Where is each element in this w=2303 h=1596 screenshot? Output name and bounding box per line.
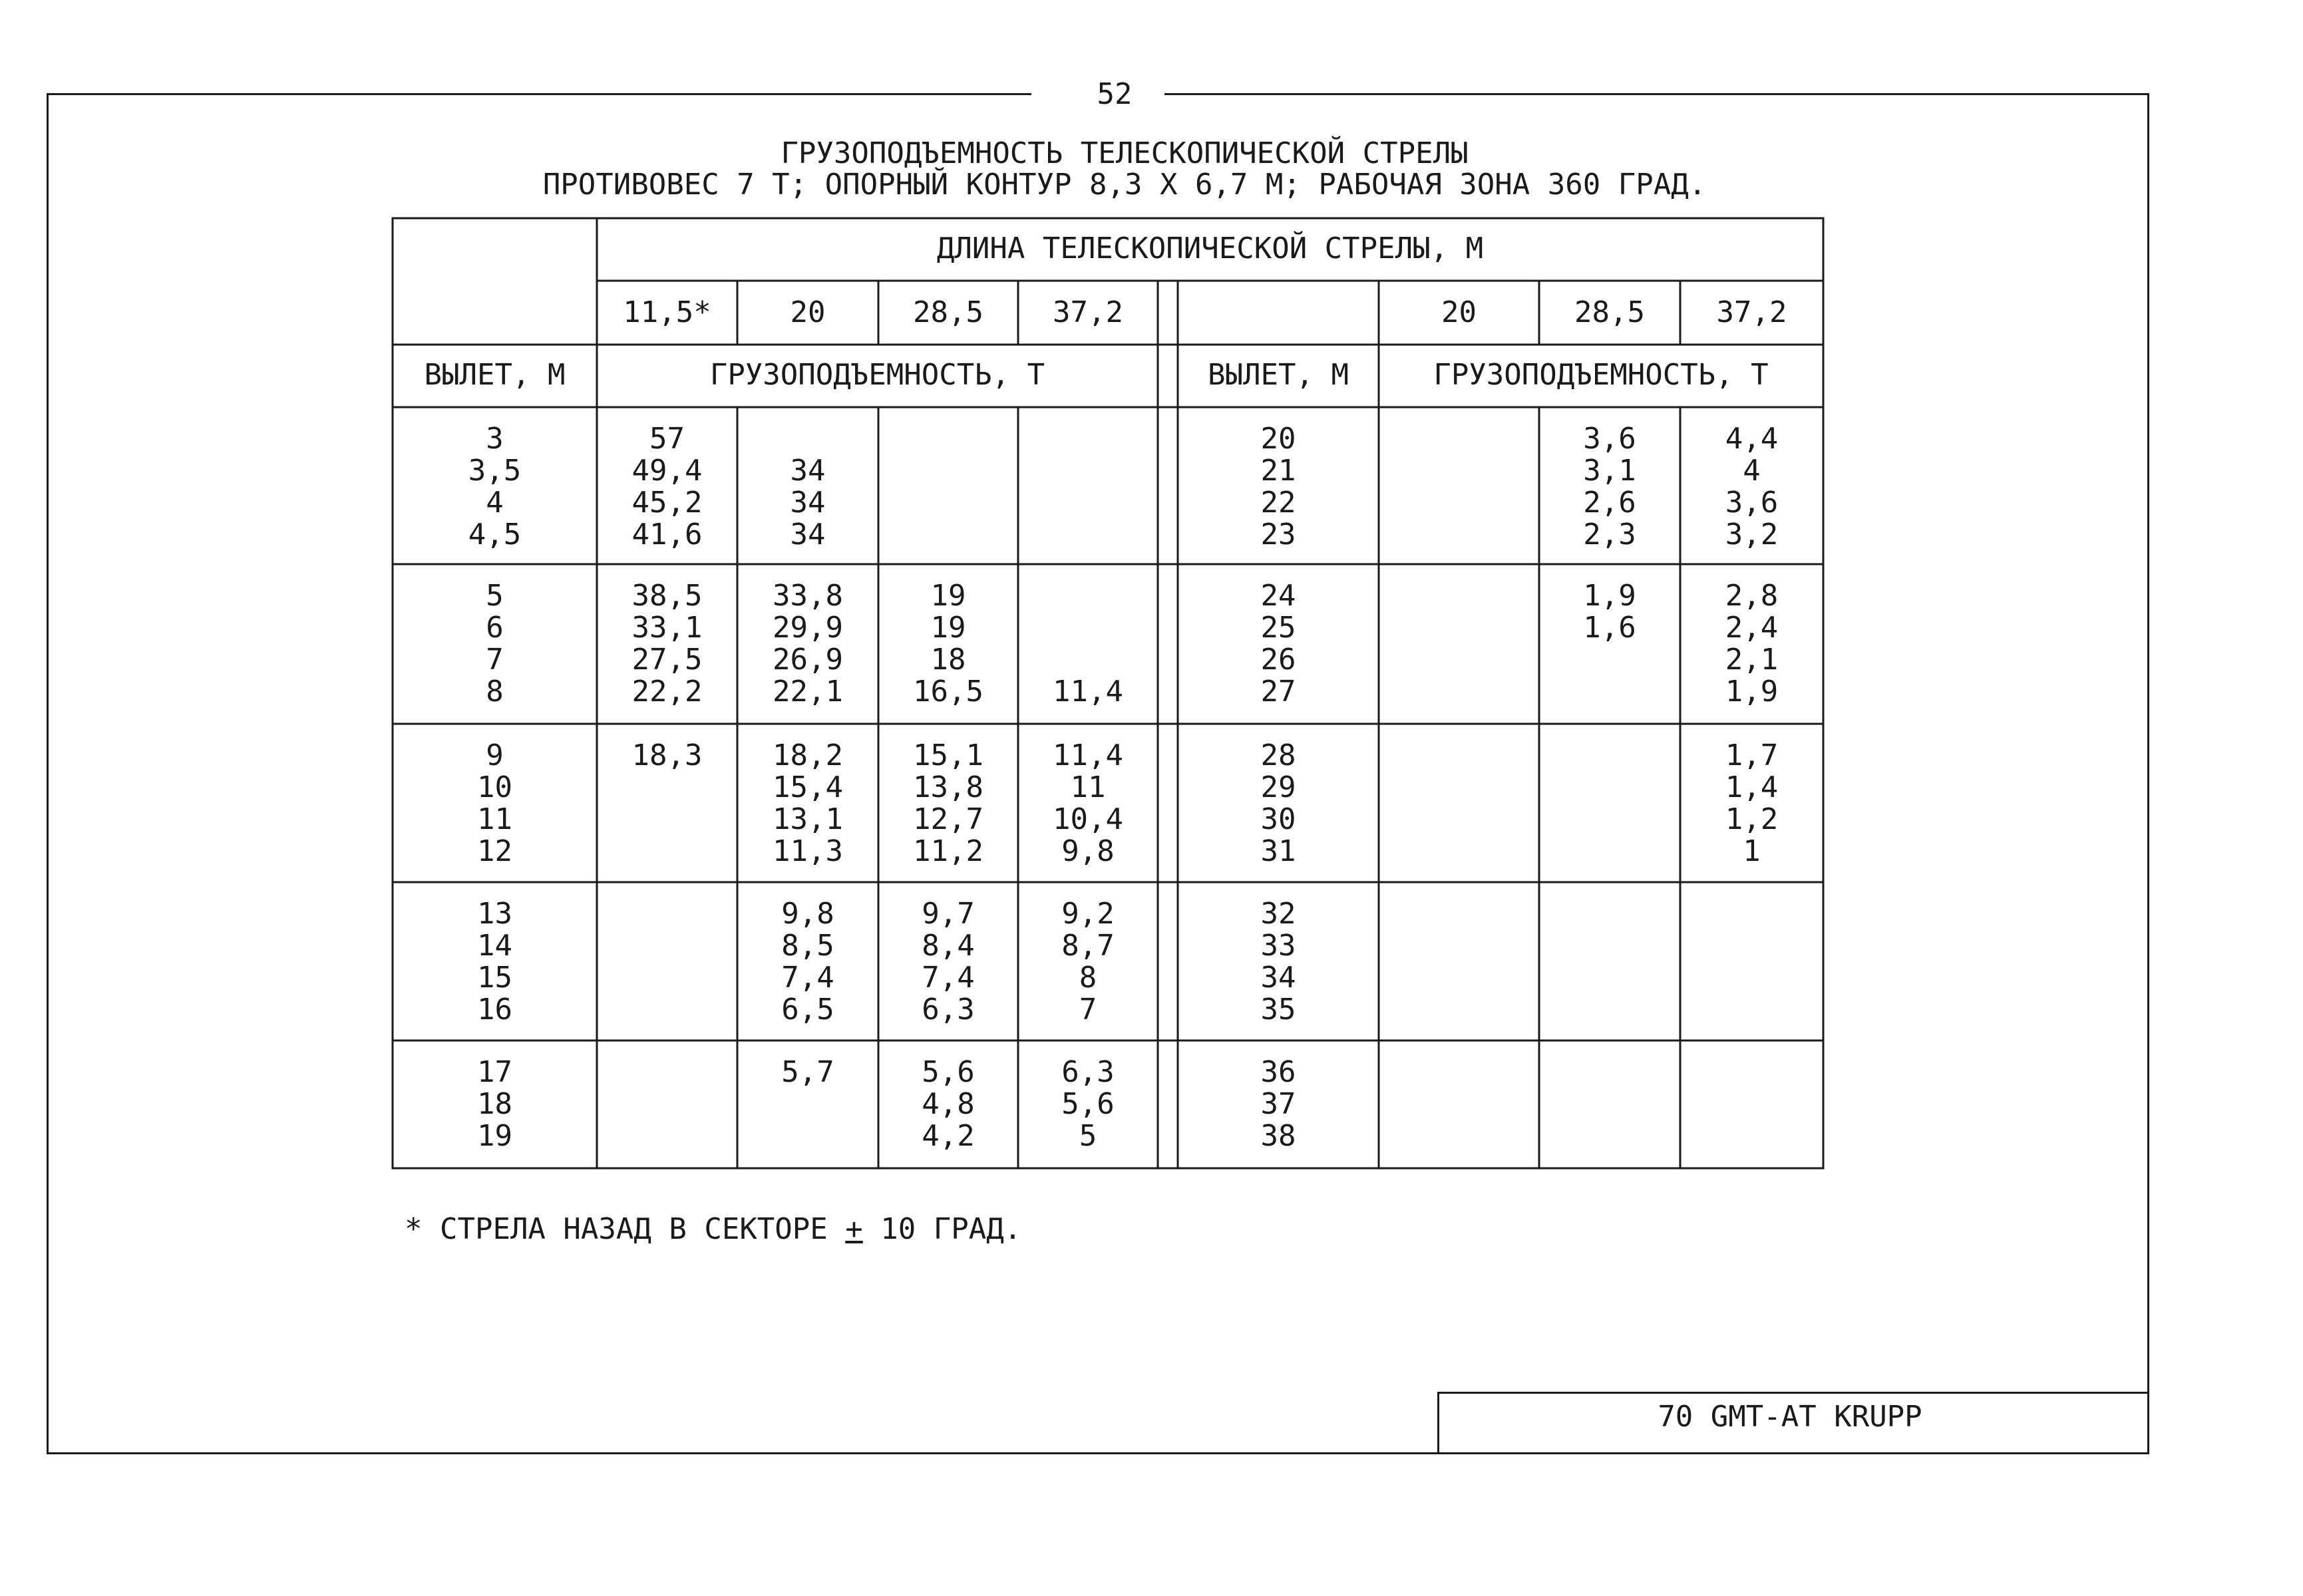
left-capacity-37-2-cell: 9,8 [1061,834,1115,868]
left-capacity-28-5-cell: 12,7 [913,802,983,836]
right-capacity-37-2-cell: 4 [1743,454,1761,488]
left-capacity-20-cell: 34 [790,454,826,488]
right-radius-cell: 29 [1260,770,1296,804]
right-capacity-37-2-cell: 1,7 [1725,738,1779,772]
page-title: ГРУЗОПОДЪЕМНОСТЬ ТЕЛЕСКОПИЧЕСКОЙ СТРЕЛЫ [781,136,1469,170]
right-capacity-37-2-cell: 2,8 [1725,579,1779,613]
left-radius-cell: 3 [486,422,504,456]
left-radius-cell: 5 [486,579,504,613]
left-capacity-20-cell: 29,9 [773,611,843,645]
right-radius-cell: 30 [1260,802,1296,836]
left-capacity-28-5-cell: 18 [930,643,966,677]
right-radius-cell: 26 [1260,643,1296,677]
left-radius-cell: 3,5 [468,454,522,488]
right-length-1: 20 [1441,295,1477,329]
left-capacity-28-5-cell: 13,8 [913,770,983,804]
right-capacity-37-2-cell: 1 [1743,834,1761,868]
model-name: 70 GMT-AT KRUPP [1658,1400,1922,1434]
left-radius-cell: 4 [486,486,504,520]
right-length-3: 37,2 [1716,295,1787,329]
left-capacity-20-cell: 7,4 [781,961,834,995]
left-capacity-20-cell: 13,1 [773,802,843,836]
right-radius-cell: 21 [1260,454,1296,488]
page-subtitle: ПРОТИВОВЕС 7 Т; ОПОРНЫЙ КОНТУР 8,3 Х 6,7 М; РАБОЧАЯ ЗОНА 360 ГРАД. [542,168,1707,202]
left-capacity-20-cell: 8,5 [781,929,834,963]
right-capacity-37-2-cell: 1,9 [1725,675,1779,709]
left-capacity-28-5-cell: 19 [930,579,966,613]
right-capacity-28-5-cell: 2,3 [1583,518,1636,552]
left-capacity-20-cell: 26,9 [773,643,843,677]
left-capacity-20-cell: 9,8 [781,897,834,931]
right-capacity-37-2-cell: 4,4 [1725,422,1779,456]
left-capacity-11-5-cell: 57 [649,422,685,456]
left-capacity-20-cell: 5,7 [781,1055,834,1089]
left-capacity-37-2-cell: 5 [1079,1119,1097,1153]
left-length-3: 28,5 [913,295,983,329]
left-capacity-37-2-cell: 6,3 [1061,1055,1115,1089]
plus-minus-sign: + [845,1212,863,1246]
left-radius-cell: 10 [477,770,512,804]
right-length-2: 28,5 [1574,295,1645,329]
right-radius-header: ВЫЛЕТ, М [1208,358,1349,392]
left-capacity-20-cell: 11,3 [773,834,843,868]
right-radius-cell: 27 [1260,675,1296,709]
left-capacity-11-5-cell: 33,1 [631,611,703,645]
right-capacity-28-5-cell: 3,1 [1583,454,1636,488]
right-capacity-28-5-cell: 3,6 [1583,422,1636,456]
right-capacity-37-2-cell: 3,2 [1725,518,1779,552]
left-capacity-header: ГРУЗОПОДЪЕМНОСТЬ, Т [709,358,1045,392]
right-radius-cell: 34 [1260,961,1296,995]
right-radius-cell: 38 [1260,1119,1296,1153]
footnote-text-before: * СТРЕЛА НАЗАД В СЕКТОРЕ [405,1212,846,1246]
right-capacity-28-5-cell: 2,6 [1583,486,1636,520]
right-radius-cell: 36 [1260,1055,1296,1089]
right-radius-cell: 22 [1260,486,1296,520]
left-capacity-28-5-cell: 6,3 [922,993,975,1027]
left-capacity-37-2-cell: 7 [1079,993,1097,1027]
left-radius-cell: 11 [477,802,512,836]
left-capacity-11-5-cell: 22,2 [631,675,703,709]
right-radius-cell: 33 [1260,929,1296,963]
left-radius-cell: 4,5 [468,518,522,552]
left-length-1: 11,5* [623,295,711,329]
left-capacity-28-5-cell: 4,2 [922,1119,975,1153]
left-radius-cell: 8 [486,675,504,709]
left-radius-cell: 17 [477,1055,512,1089]
right-capacity-37-2-cell: 1,2 [1725,802,1779,836]
left-radius-cell: 13 [477,897,512,931]
left-capacity-28-5-cell: 19 [930,611,966,645]
footnote-text-after: 10 ГРАД. [862,1212,1022,1246]
footnote [405,1212,1021,1246]
left-radius-cell: 12 [477,834,512,868]
right-capacity-header: ГРУЗОПОДЪЕМНОСТЬ, Т [1433,358,1769,392]
right-radius-cell: 31 [1260,834,1296,868]
left-radius-cell: 14 [477,929,512,963]
left-capacity-20-cell: 33,8 [773,579,843,613]
left-capacity-37-2-cell: 8,7 [1061,929,1115,963]
left-capacity-28-5-cell: 5,6 [922,1055,975,1089]
left-capacity-28-5-cell: 16,5 [913,675,983,709]
left-radius-cell: 18 [477,1087,512,1121]
left-length-2: 20 [790,295,826,329]
left-capacity-20-cell: 22,1 [773,675,843,709]
right-radius-cell: 23 [1260,518,1296,552]
right-capacity-37-2-cell: 2,4 [1725,611,1779,645]
left-capacity-20-cell: 6,5 [781,993,834,1027]
right-radius-cell: 25 [1260,611,1296,645]
left-capacity-11-5-cell: 38,5 [631,579,703,613]
left-capacity-37-2-cell: 11 [1070,770,1106,804]
right-capacity-28-5-cell: 1,9 [1583,579,1636,613]
left-capacity-37-2-cell: 8 [1079,961,1097,995]
page-number: 52 [1097,77,1133,111]
left-radius-cell: 7 [486,643,504,677]
left-capacity-20-cell: 18,2 [773,738,843,772]
right-capacity-37-2-cell: 2,1 [1725,643,1779,677]
left-capacity-37-2-cell: 10,4 [1053,802,1123,836]
right-capacity-37-2-cell: 3,6 [1725,486,1779,520]
left-capacity-20-cell: 15,4 [773,770,843,804]
left-capacity-28-5-cell: 11,2 [913,834,983,868]
right-radius-cell: 37 [1260,1087,1296,1121]
left-capacity-37-2-cell: 11,4 [1053,738,1123,772]
left-radius-cell: 9 [486,738,504,772]
left-capacity-28-5-cell: 15,1 [913,738,983,772]
left-radius-cell: 16 [477,993,512,1027]
left-capacity-11-5-cell: 18,3 [631,738,703,772]
left-capacity-20-cell: 34 [790,486,826,520]
left-capacity-11-5-cell: 27,5 [631,643,703,677]
left-capacity-37-2-cell: 5,6 [1061,1087,1115,1121]
left-capacity-28-5-cell: 7,4 [922,961,975,995]
left-capacity-11-5-cell: 49,4 [631,454,703,488]
right-radius-cell: 32 [1260,897,1296,931]
left-capacity-11-5-cell: 41,6 [631,518,703,552]
left-capacity-28-5-cell: 9,7 [922,897,975,931]
boom-length-header: ДЛИНА ТЕЛЕСКОПИЧЕСКОЙ СТРЕЛЫ, М [936,232,1484,265]
left-capacity-20-cell: 34 [790,518,826,552]
left-capacity-11-5-cell: 45,2 [631,486,703,520]
left-length-4: 37,2 [1053,295,1123,329]
right-radius-cell: 20 [1260,422,1296,456]
left-radius-header: ВЫЛЕТ, М [424,358,566,392]
left-radius-cell: 15 [477,961,512,995]
right-radius-cell: 24 [1260,579,1296,613]
right-radius-cell: 35 [1260,993,1296,1027]
left-capacity-28-5-cell: 4,8 [922,1087,975,1121]
left-capacity-28-5-cell: 8,4 [922,929,975,963]
right-radius-cell: 28 [1260,738,1296,772]
left-radius-cell: 19 [477,1119,512,1153]
left-capacity-37-2-cell: 9,2 [1061,897,1115,931]
left-radius-cell: 6 [486,611,504,645]
right-capacity-28-5-cell: 1,6 [1583,611,1636,645]
left-capacity-37-2-cell: 11,4 [1053,675,1123,709]
right-capacity-37-2-cell: 1,4 [1725,770,1779,804]
